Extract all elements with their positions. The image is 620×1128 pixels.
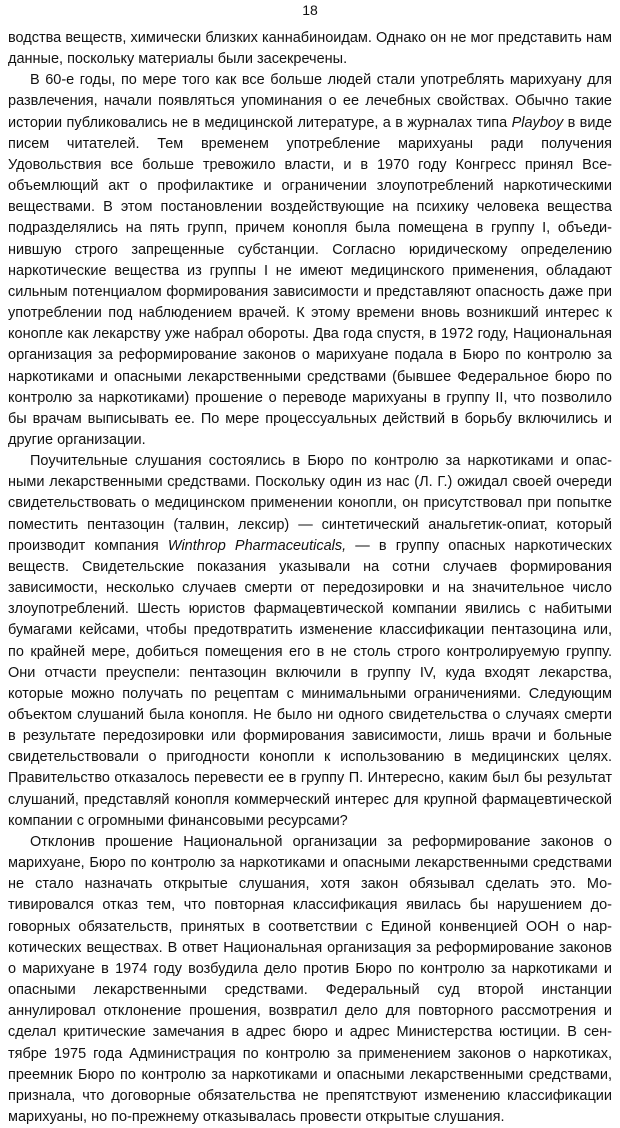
paragraph	[8, 28, 612, 70]
paragraph-text: водства веществ, химически близких каннабиноидам. Однако он не мог представить нам данные, поскольку материалы были засекречены.	[8, 30, 612, 68]
paragraph-text: В 60-е годы, по мере того как все больше людей стали употреблять марихуану для развлечения, начали появляться упоминания о ее лечебных свойствах. Обычно такие истории публиковались не в медицинской литературе, а в журналах типа	[8, 72, 612, 131]
page-number: 18	[302, 2, 318, 18]
paragraph-italic-text: Winthrop Pharmaceuticals,	[167, 537, 347, 554]
paragraph-text: в виде писем читателей. Тем временем употребление марихуаны ради получения Удовольствия все больше тревожило власти, и в 1970 году Конгресс принял Всеобъемлющий акт о профилактике и ограничении злоупотреблений наркотическими веществами. В этом постановлении воздействующие на психику человека вещества подразделялись на пять групп, причем конопля была помещена в группу I, объединившую строго запрещенные субстанции. Согласно юридическому определению наркотические вещества из группы I не имеют медицинского применения, обладают сильным потенциалом формирования зависимости и представляют опасность даже при употреблении под наблюдением врачей. К этому времени вновь возникший интерес к конопле как лекарству уже набрал обороты. Два года спустя, в 1972 году, Национальная организация за реформирование законов о марихуане подала в Бюро по контролю за наркотиками и опасными лекарственными средствами (бывшее Федеральное бюро по контролю за наркотиками) прошение о переводе марихуаны в группу II, что позволило бы врачам выписывать ее. По мере процессуальных действий в борьбу включились и другие организации.	[8, 114, 612, 448]
paragraph	[8, 451, 612, 832]
paragraph-text: Отклонив прошение Национальной организации за реформирование законов о марихуане, Бюро по контролю за наркотиками и опасными лекарственными средствами не стало назначать открытые слушания, хотя закон обязывал сделать это. Мотивировался отказ тем, что повторная классификация явилась бы нарушением договорных обязательств, принятых в соответствии с Единой конвенцией ООН о наркотических веществах. В ответ Национальная организация за реформирование законов о марихуане в 1974 году возбудила дело против Бюро по контролю за наркотиками и опасными лекарственными средствами. Федеральный суд второй инстанции аннулировал отклонение прошения, возвратил дело для повторного рассмотрения и сделал критические замечания в адрес бюро и адрес Министерства юстиции. В сентябре 1975 года Администрация по контролю за применением законов о наркотиках, преемник Бюро по контролю за наркотиками и опасными лекарственными средствами, признала, что договорные обязательства не препятствуют изменению классификации марихуаны, но по-прежнему отказывалась провести открытые слушания.	[8, 833, 612, 1125]
paragraph-text: — в группу опасных наркотических веществ. Свидетельские показания указывали на сотни случаев формирования зависимости, несколько случаев смерти от передозировки и на значительное число злоупотреблений. Шесть юристов фармацевтической компании явились с набитыми бумагами кейсами, чтобы предотвратить изменение классификации пентазоцина или, по крайней мере, добиться помещения его в не столь строго контролируемую группу. Они отчасти преуспели: пентазоцин включили в группу IV, куда входят лекарства, которые можно получать по рецептам с минимальными ограничениями. Следующим объектом слушаний была конопля. Не было ни одного свидетельства о случаях смерти в результате передозировки или формирования зависимости, лишь врачи и больные свидетельствовали о пригодности конопли к использованию в медицинских целях. Правительство отказалось перевести ее в группу П. Интересно, каким был бы результат слушаний, представляй конопля коммерческий интерес для крупной фармацевтической компании с огромными финансовыми ресурсами?	[8, 537, 613, 829]
paragraph-text: Поучительные слушания состоялись в Бюро по контролю за наркотиками и опасными лекарственными средствами. Поскольку один из нас (Л. Г.) ожидал своей очереди свидетельствовать о медицинском применении конопли, он присутствовал при попытке поместить пентазоцин (талвин, лексир) — синтетический анальгетик-опиат, который производит компания	[8, 453, 612, 554]
paragraph	[8, 70, 612, 451]
paragraph	[8, 832, 612, 1128]
paragraph-italic-text: Playboy	[511, 114, 564, 131]
page-body	[8, 28, 612, 1128]
